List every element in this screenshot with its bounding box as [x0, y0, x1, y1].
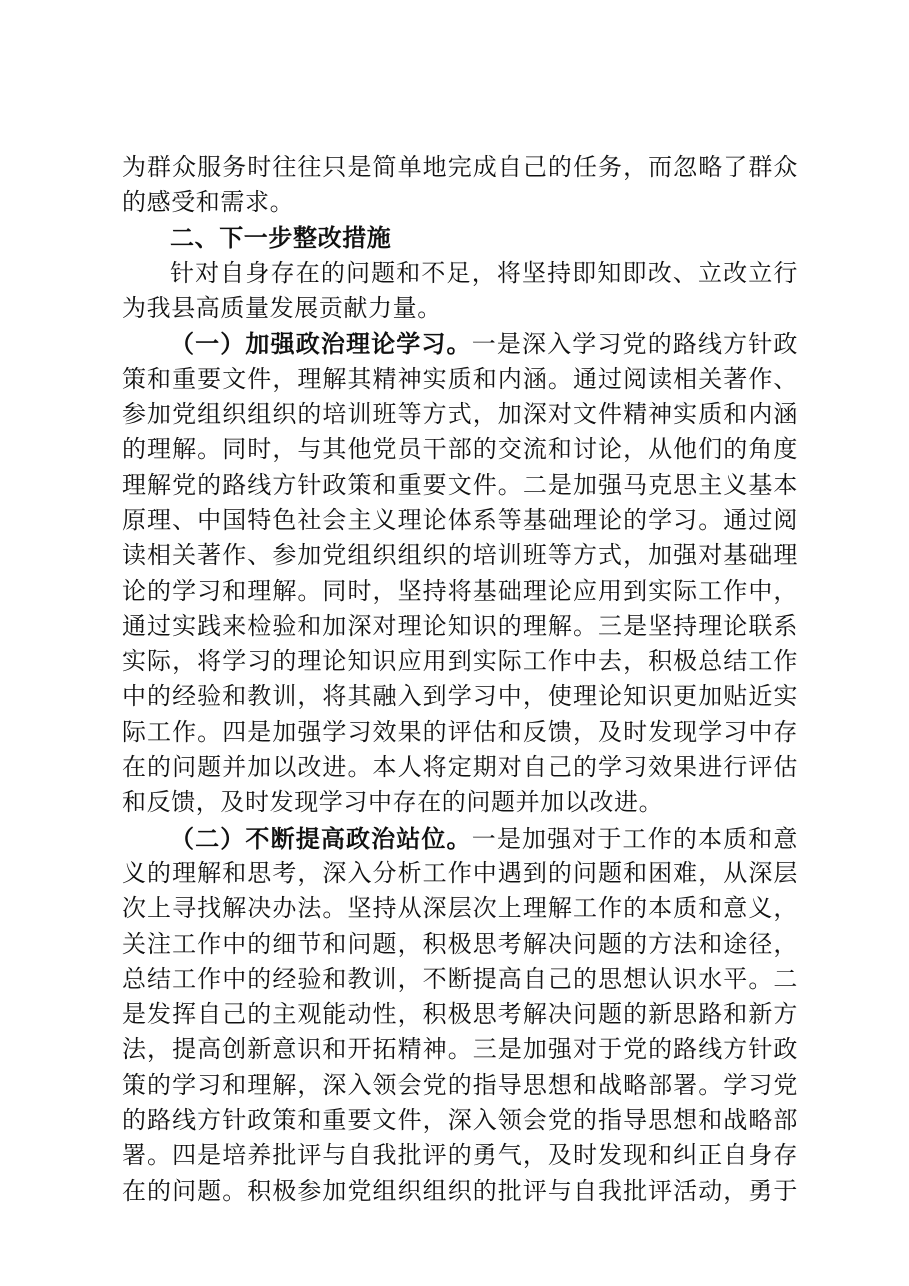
- text-line: 中的经验和教训，将其融入到学习中，使理论知识更加贴近实: [122, 682, 798, 711]
- text-line: 署。四是培养批评与自我批评的勇气，及时发现和纠正自身存: [122, 1141, 798, 1170]
- document-page: [122, 150, 798, 1209]
- text-line: 总结工作中的经验和教训，不断提高自己的思想认识水平。二: [122, 964, 798, 993]
- text-line: 义的理解和思考，深入分析工作中遇到的问题和困难，从深层: [122, 858, 798, 887]
- text-line: 理解党的路线方针政策和重要文件。二是加强马克思主义基本: [122, 470, 798, 499]
- text-line: 际工作。四是加强学习效果的评估和反馈，及时发现学习中存: [122, 717, 798, 746]
- text-line: 和反馈，及时发现学习中存在的问题并加以改进。: [122, 788, 664, 817]
- text-line: 为群众服务时往往只是简单地完成自己的任务，而忽略了群众: [122, 153, 798, 181]
- text-line: 原理、中国特色社会主义理论体系等基础理论的学习。通过阅: [122, 505, 798, 534]
- measure-2-first-line-text: 一是加强对于工作的本质和意: [471, 824, 798, 853]
- measure-1-first-line-text: 一是深入学习党的路线方针政: [471, 330, 798, 359]
- text-line: 论的学习和理解。同时，坚持将基础理论应用到实际工作中，: [122, 576, 798, 605]
- text-line: 策的学习和理解，深入领会党的指导思想和战略部署。学习党: [122, 1070, 798, 1099]
- text-line: 参加党组织组织的培训班等方式，加深对文件精神实质和内涵: [122, 400, 798, 429]
- text-line: 在的问题。积极参加党组织组织的批评与自我批评活动，勇于: [122, 1176, 798, 1205]
- measure-2-paragraph: [122, 821, 798, 1209]
- intro-paragraph: [122, 150, 798, 221]
- text-line: 针对自身存在的问题和不足，将坚持即知即改、立改立行: [170, 258, 798, 287]
- text-line: 的理解。同时，与其他党员干部的交流和讨论，从他们的角度: [122, 435, 798, 464]
- measure-2-title: （二）不断提高政治站位。: [170, 823, 472, 853]
- text-line: 关注工作中的细节和问题，积极思考解决问题的方法和途径，: [122, 929, 798, 958]
- text-line: 是发挥自己的主观能动性，积极思考解决问题的新思路和新方: [122, 1000, 798, 1029]
- section-heading: 二、下一步整改措施: [170, 223, 392, 252]
- text-line: 为我县高质量发展贡献力量。: [122, 294, 442, 323]
- text-line: 法，提高创新意识和开拓精神。三是加强对于党的路线方针政: [122, 1035, 798, 1064]
- paragraph-first-line: [122, 821, 798, 856]
- paragraph-first-line: [122, 326, 798, 361]
- measure-1-title: （一）加强政治理论学习。: [170, 329, 472, 359]
- text-line: 的感受和需求。: [122, 188, 295, 217]
- text-line: 在的问题并加以改进。本人将定期对自己的学习效果进行评估: [122, 753, 798, 782]
- lead-paragraph: [122, 256, 798, 327]
- text-line: 策和重要文件，理解其精神实质和内涵。通过阅读相关著作、: [122, 364, 798, 393]
- measure-1-paragraph: [122, 326, 798, 820]
- text-line: 次上寻找解决办法。坚持从深层次上理解工作的本质和意义，: [122, 894, 798, 923]
- text-line: 读相关著作、参加党组织组织的培训班等方式，加强对基础理: [122, 541, 798, 570]
- text-line: 通过实践来检验和加深对理论知识的理解。三是坚持理论联系: [122, 611, 798, 640]
- text-line: 的路线方针政策和重要文件，深入领会党的指导思想和战略部: [122, 1106, 798, 1135]
- text-line: 实际，将学习的理论知识应用到实际工作中去，积极总结工作: [122, 647, 798, 676]
